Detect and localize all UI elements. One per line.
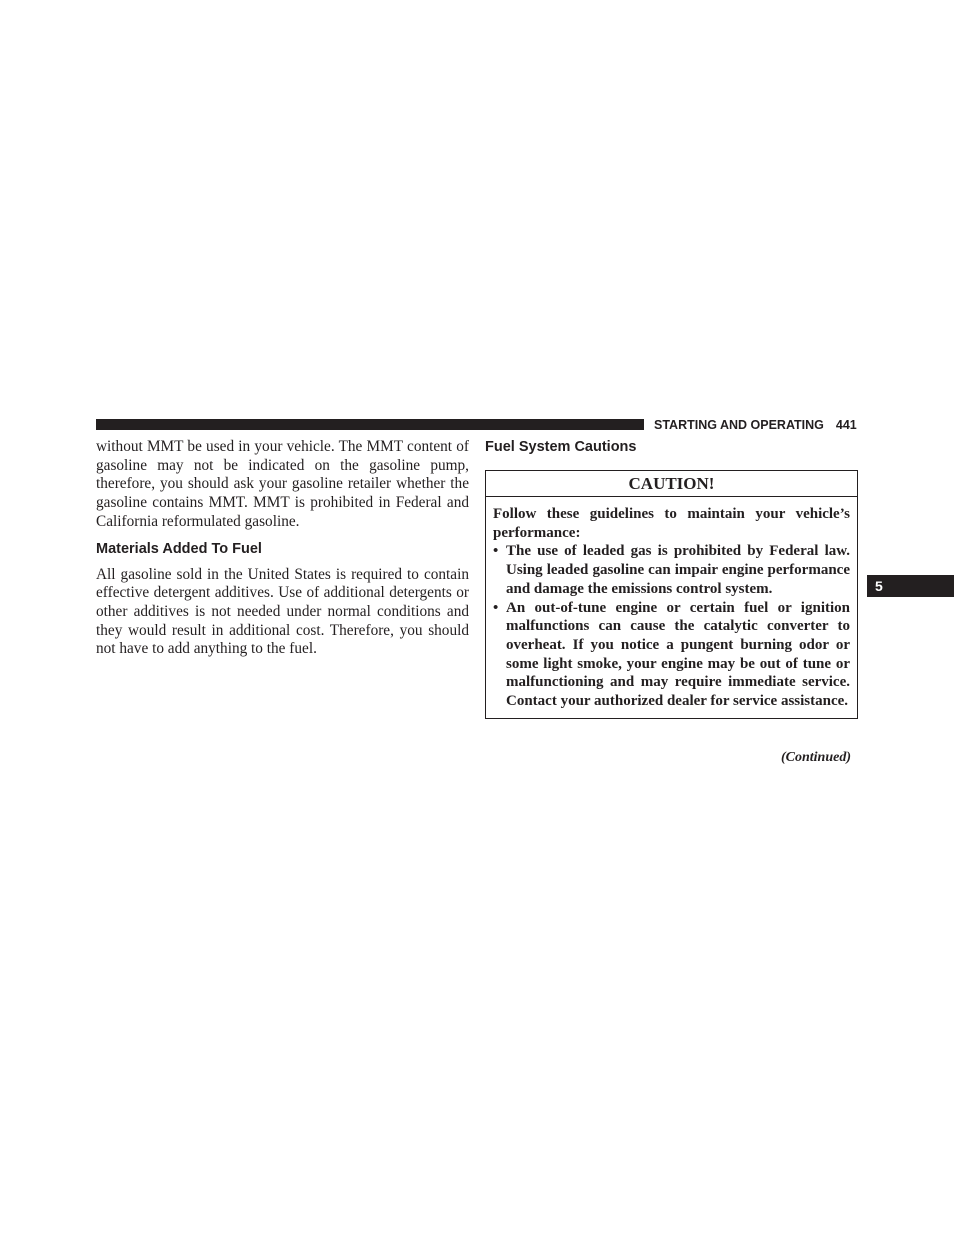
- caution-body: [486, 497, 857, 718]
- caution-bullet-text: An out-of-tune engine or certain fuel or ignition malfunctions can cause the catalytic converter to overheat. If you notice a pungent burning odor or some light smoke, your engine may be out of tune or malfunctioning and may require immediate service. Contact your authorized dealer for service assistance.: [506, 599, 850, 710]
- caution-list: [493, 542, 850, 710]
- fuel-cautions-heading: Fuel System Cautions: [485, 439, 637, 455]
- intro-paragraph: without MMT be used in your vehicle. The MMT content of gasoline may not be indicated on the gasoline pump, therefore, you should ask your gasoline retailer whether the gasoline contains MMT. MMT is prohibited in Federal and California reformulated gasoline.: [96, 438, 469, 530]
- materials-heading: Materials Added To Fuel: [96, 540, 262, 557]
- caution-title: CAUTION!: [486, 471, 857, 497]
- header-rule: [96, 419, 644, 430]
- running-header: [654, 417, 860, 433]
- chapter-tab: 5: [867, 575, 954, 597]
- caution-intro: Follow these guidelines to maintain your vehicle’s performance:: [493, 506, 850, 541]
- caution-box: [485, 470, 858, 719]
- left-column: [96, 438, 469, 659]
- caution-bullet: [493, 599, 850, 711]
- materials-paragraph: All gasoline sold in the United States is required to contain effective detergent additives. Use of additional detergents or other additives is not needed under normal conditions and they would result in additional cost. Therefore, you should not have to add anything to the fuel.: [96, 565, 469, 658]
- continued-note: (Continued): [780, 750, 851, 765]
- caution-bullet: [493, 542, 850, 598]
- bullet-icon: •: [493, 543, 499, 560]
- page-number: 441: [835, 418, 857, 432]
- right-column: [485, 438, 858, 719]
- bullet-icon: •: [493, 599, 499, 616]
- caution-bullet-text: The use of leaded gas is prohibited by Federal law. Using leaded gasoline can impair engine performance and damage the emissions control system.: [506, 543, 850, 597]
- section-title: STARTING AND OPERATING: [654, 418, 824, 432]
